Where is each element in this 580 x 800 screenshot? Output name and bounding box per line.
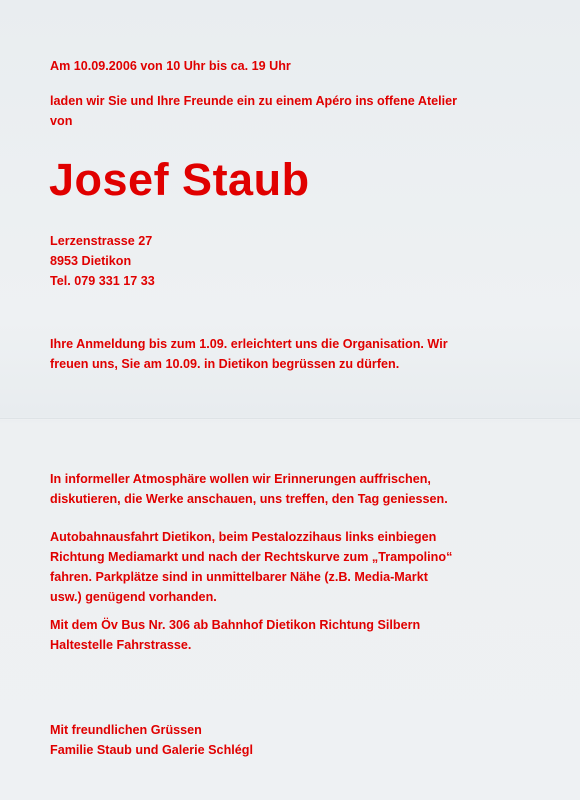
closing-greeting: Mit freundlichen Grüssen (50, 723, 202, 737)
event-date-line: Am 10.09.2006 von 10 Uhr bis ca. 19 Uhr (50, 59, 291, 73)
atmosphere-paragraph (50, 469, 448, 509)
directions-bus-line: Mit dem Öv Bus Nr. 306 ab Bahnhof Dietikon Richtung Silbern (50, 618, 421, 632)
host-address (50, 231, 155, 291)
directions-car-line: Autobahnausfahrt Dietikon, beim Pestalozzihaus links einbiegen (50, 530, 437, 544)
invitation-line: von (50, 114, 73, 128)
invitation-text (50, 91, 457, 131)
directions-car-line: Richtung Mediamarkt und nach der Rechtskurve zum „Trampolino“ (50, 550, 453, 564)
address-street: Lerzenstrasse 27 (50, 234, 153, 248)
directions-bus-paragraph (50, 615, 420, 655)
directions-bus-line: Haltestelle Fahrstrasse. (50, 638, 192, 652)
host-name: Josef Staub (49, 154, 310, 205)
registration-line: Ihre Anmeldung bis zum 1.09. erleichtert uns die Organisation. Wir (50, 337, 448, 351)
directions-car-line: fahren. Parkplätze sind in unmittelbarer Nähe (z.B. Media-Markt (50, 570, 428, 584)
closing-signature (50, 720, 253, 760)
closing-signatory: Familie Staub und Galerie Schlégl (50, 743, 253, 757)
address-city: 8953 Dietikon (50, 254, 132, 268)
registration-line: freuen uns, Sie am 10.09. in Dietikon begrüssen zu dürfen. (50, 357, 400, 371)
paper-fold-line (0, 418, 580, 420)
atmosphere-line: In informeller Atmosphäre wollen wir Erinnerungen auffrischen, (50, 472, 431, 486)
invitation-line: laden wir Sie und Ihre Freunde ein zu einem Apéro ins offene Atelier (50, 94, 458, 108)
address-phone: Tel. 079 331 17 33 (50, 274, 155, 288)
registration-paragraph (50, 334, 448, 374)
atmosphere-line: diskutieren, die Werke anschauen, uns treffen, den Tag geniessen. (50, 492, 448, 506)
directions-car-paragraph (50, 527, 452, 607)
directions-car-line: usw.) genügend vorhanden. (50, 590, 217, 604)
